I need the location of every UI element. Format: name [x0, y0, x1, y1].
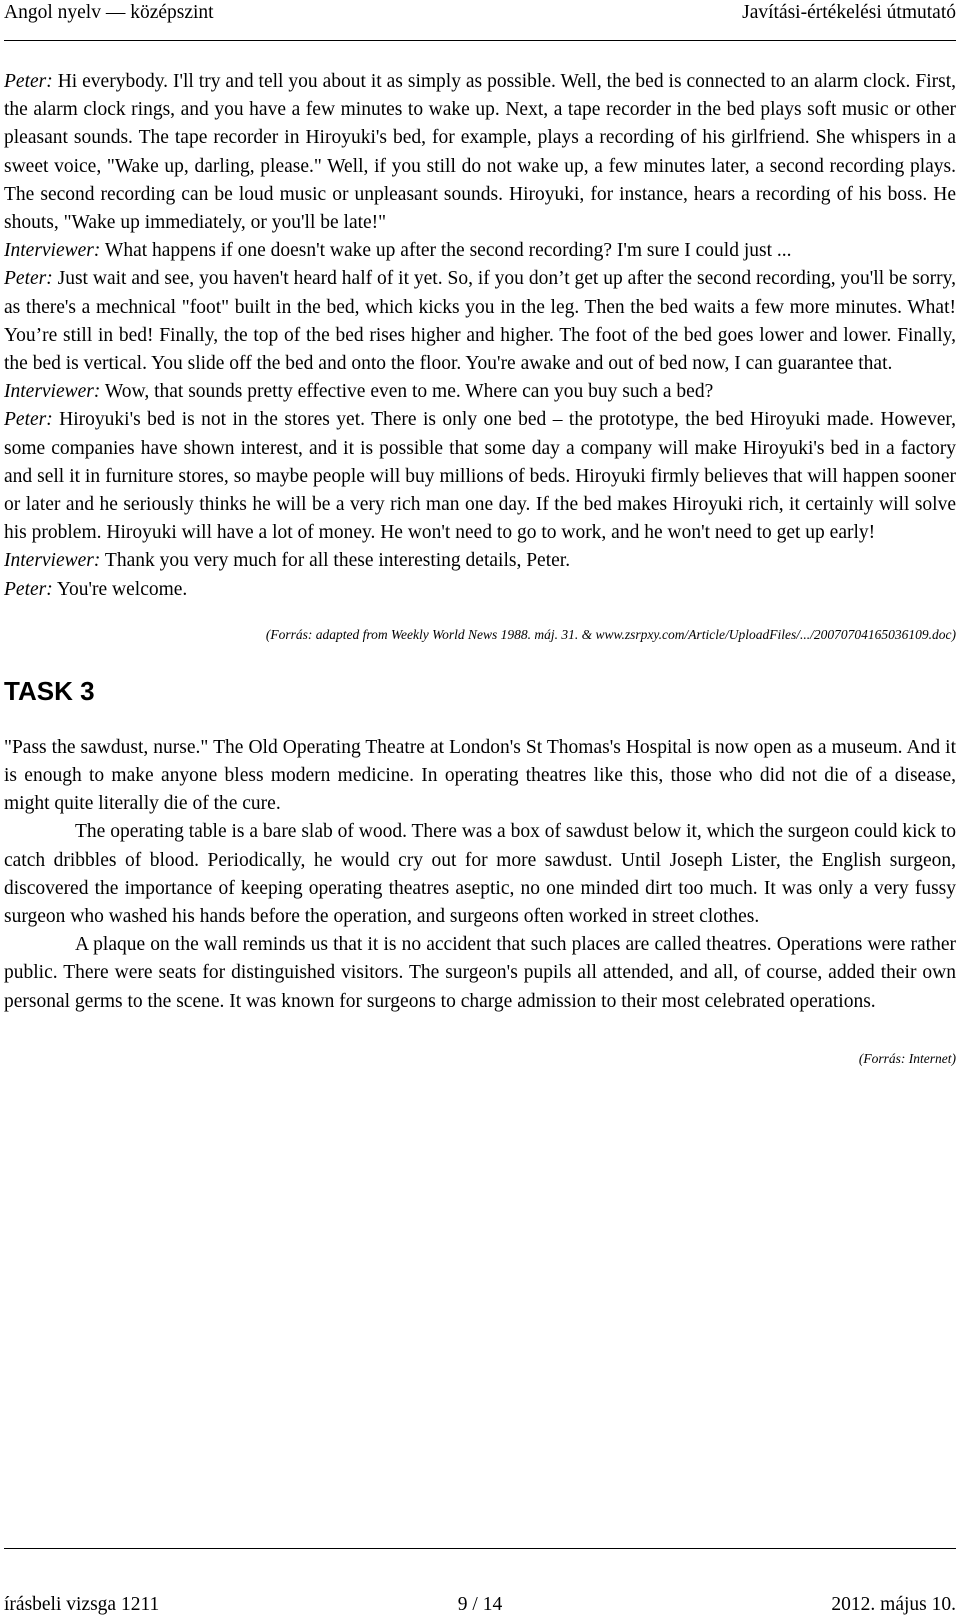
speaker-label: Peter: [4, 71, 53, 92]
turn-text: Just wait and see, you haven't heard half of it yet. So, if you don’t get up after the second recording, you'll be sorry, as there's a mechnical "foot" built in the bed, which kicks you in the leg. Then the bed waits a few more minutes. What! You’re still in bed! Finally, the top of the bed rises higher and higher. The foot of the bed goes lower and lower. Finally, the bed is vertical. You slide off the bed and onto the floor. You're awake and out of bed now, I can guarantee that. [4, 268, 956, 375]
transcript-turn [4, 378, 956, 406]
speaker-label: Peter: [4, 578, 53, 600]
turn-text: What happens if one doesn't wake up after the second recording? I'm sure I could just ... [100, 240, 792, 262]
interview-transcript [4, 68, 956, 604]
header-subject: Angol nyelv — középszint [4, 2, 214, 23]
transcript-turn [4, 576, 956, 604]
speaker-label: Peter: [4, 268, 53, 290]
turn-text: Hiroyuki's bed is not in the stores yet. There is only one bed – the prototype, the bed Hiroyuki made. However, some companies have shown interest, and it is possible that some day a company will make Hiroyuki's bed in a factory and sell it in furniture stores, so maybe people will buy millions of beds. Hiroyuki firmly believes that will happen sooner or later and he seriously thinks he will be a very rich man one day. If the bed makes Hiroyuki rich, it certainly will solve his problem. Hiroyuki will have a lot of money. He won't need to go to work, and he won't need to get up early! [4, 409, 956, 544]
task3-text [4, 734, 956, 1016]
page-number: 9 / 14 [457, 1594, 503, 1615]
speaker-label: Interviewer: [4, 240, 101, 262]
transcript-turn [4, 237, 956, 265]
exam-code: írásbeli vizsga 1211 [4, 1594, 160, 1615]
turn-text: Hi everybody. I'll try and tell you about it as simply as possible. Well, the bed is connected to an alarm clock. First, the alarm clock rings, and you have a few minutes to wake up. Next, a tape recorder in the bed plays soft music or other pleasant sounds. The tape recorder in Hiroyuki's bed, for example, plays a recording of his girlfriend. She whispers in a sweet voice, "Wake up, darling, please." Well, if you still do not wake up, a few minutes later, a second recording plays. The second recording can be loud music or unpleasant sounds. Hiroyuki, for instance, hears a recording of his boss. He shouts, "Wake up immediately, or you'll be late!" [4, 71, 956, 234]
turn-text: Wow, that sounds pretty effective even to me. Where can you buy such a bed? [100, 381, 714, 403]
exam-date: 2012. május 10. [831, 1594, 956, 1615]
page-footer [4, 1548, 956, 1618]
task-heading: TASK 3 [4, 675, 95, 706]
page-body [4, 68, 956, 1068]
page-header [4, 2, 956, 41]
task3-paragraph: The operating table is a bare slab of wood. There was a box of sawdust below it, which the surgeon could kick to catch dribbles of blood. Periodically, he would cry out for more sawdust. Until Joseph Lister, the English surgeon, discovered the importance of keeping operating theatres aseptic, no one minded dirt too much. It was only a very fussy surgeon who washed his hands before the operation, and surgeons often worked in street clothes. [4, 821, 956, 928]
transcript-turn [4, 406, 956, 547]
turn-text: Thank you very much for all these interesting details, Peter. [100, 550, 571, 572]
speaker-label: Peter: [4, 409, 53, 431]
speaker-label: Interviewer: [4, 550, 101, 572]
transcript-turn [4, 265, 956, 378]
header-guide-title: Javítási-értékelési útmutató [742, 2, 956, 23]
turn-text: You're welcome. [52, 578, 188, 600]
task3-paragraph: "Pass the sawdust, nurse." The Old Operating Theatre at London's St Thomas's Hospital is now open as a museum. And it is enough to make anyone bless modern medicine. In operating theatres like this, those who did not die of a disease, might quite literally die of the cure. [4, 736, 956, 815]
transcript-turn [4, 547, 956, 575]
speaker-label: Interviewer: [4, 381, 101, 403]
source-citation: (Forrás: Internet) [858, 1050, 956, 1066]
source-citation: (Forrás: adapted from Weekly World News 1988. máj. 31. & www.zsrpxy.com/Article/UploadFiles/.../20070704165036109.doc) [265, 626, 956, 642]
transcript-turn [4, 68, 956, 237]
task3-paragraph: A plaque on the wall reminds us that it is no accident that such places are called theatres. Operations were rather public. There were seats for distinguished visitors. The surgeon's pupils all attended, and all, of course, added their own personal germs to the scene. It was known for surgeons to charge admission to their most celebrated operations. [4, 934, 956, 1012]
